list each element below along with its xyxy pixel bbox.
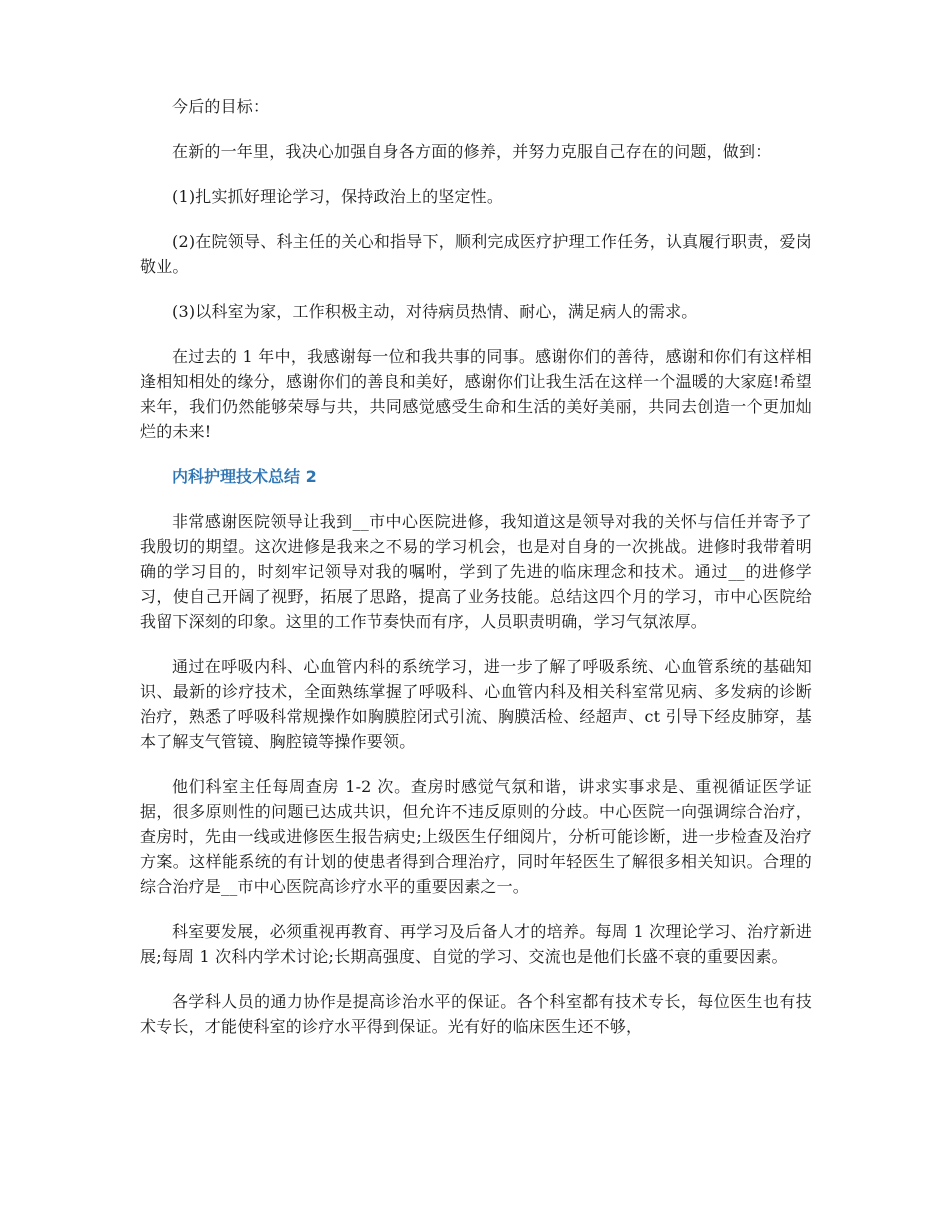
paragraph-goal-2: (2)在院领导、科主任的关心和指导下，顺利完成医疗护理工作任务，认真履行职责，爱岗敬业。 [140,232,812,276]
paragraph-thanks: 在过去的 1 年中，我感谢每一位和我共事的同事。感谢你们的善待，感谢和你们有这样相逢相知相处的缘分，感谢你们的善良和美好，感谢你们让我生活在这样一个温暖的大家庭!希望来年，我们仍然能够荣辱与共，共同感觉感受生命和生活的美好美丽，共同去创造一个更加灿烂的未来! [140,347,812,441]
document-body [140,94,812,1059]
paragraph-training-intro: 非常感谢医院领导让我到__市中心医院进修，我知道这是领导对我的关怀与信任并寄予了我殷切的期望。这次进修是我来之不易的学习机会，也是对自身的一次挑战。进修时我带着明确的学习目的，时刻牢记领导对我的嘱咐，学到了先进的临床理念和技术。通过__的进修学习，使自己开阔了视野，拓展了思路，提高了业务技能。总结这四个月的学习，市中心医院给我留下深刻的印象。这里的工作节奏快而有序，人员职责明确，学习气氛浓厚。 [140,512,812,631]
paragraph-goals-title: 今后的目标： [172,97,270,116]
paragraph-goal-3: (3)以科室为家，工作积极主动，对待病员热情、耐心，满足病人的需求。 [172,302,698,321]
section-heading: 内科护理技术总结 2 [172,467,317,486]
paragraph-ward-rounds: 他们科室主任每周查房 1-2 次。查房时感觉气氛和谐，讲求实事求是、重视循证医学证据，很多原则性的问题已达成共识，但允许不违反原则的分歧。中心医院一向强调综合治疗，查房时，先由一线或进修医生报告病史;上级医生仔细阅片，分析可能诊断，进一步检查及治疗方案。这样能系统的有计划的使患者得到合理治疗，同时年轻医生了解很多相关知识。合理的综合治疗是__市中心医院高诊疗水平的重要因素之一。 [140,777,812,896]
paragraph-goals-intro: 在新的一年里，我决心加强自身各方面的修养，并努力克服自己存在的问题，做到： [172,142,772,161]
paragraph-collaboration: 各学科人员的通力协作是提高诊治水平的保证。各个科室都有技术专长，每位医生也有技术专长，才能使科室的诊疗水平得到保证。光有好的临床医生还不够， [140,992,812,1036]
paragraph-continuing-education: 科室要发展，必须重视再教育、再学习及后备人才的培养。每周 1 次理论学习、治疗新进展;每周 1 次科内学术讨论;长期高强度、自觉的学习、交流也是他们长盛不衰的重要因素。 [140,922,812,966]
paragraph-goal-1: (1)扎实抓好理论学习，保持政治上的坚定性。 [172,187,504,206]
paragraph-respiratory-cardio: 通过在呼吸内科、心血管内科的系统学习，进一步了解了呼吸系统、心血管系统的基础知识、最新的诊疗技术，全面熟练掌握了呼吸科、心血管内科及相关科室常见病、多发病的诊断治疗，熟悉了呼吸科常规操作如胸膜腔闭式引流、胸膜活检、经超声、ct 引导下经皮肺穿，基本了解支气管镜、胸腔镜等操作要领。 [140,657,812,751]
